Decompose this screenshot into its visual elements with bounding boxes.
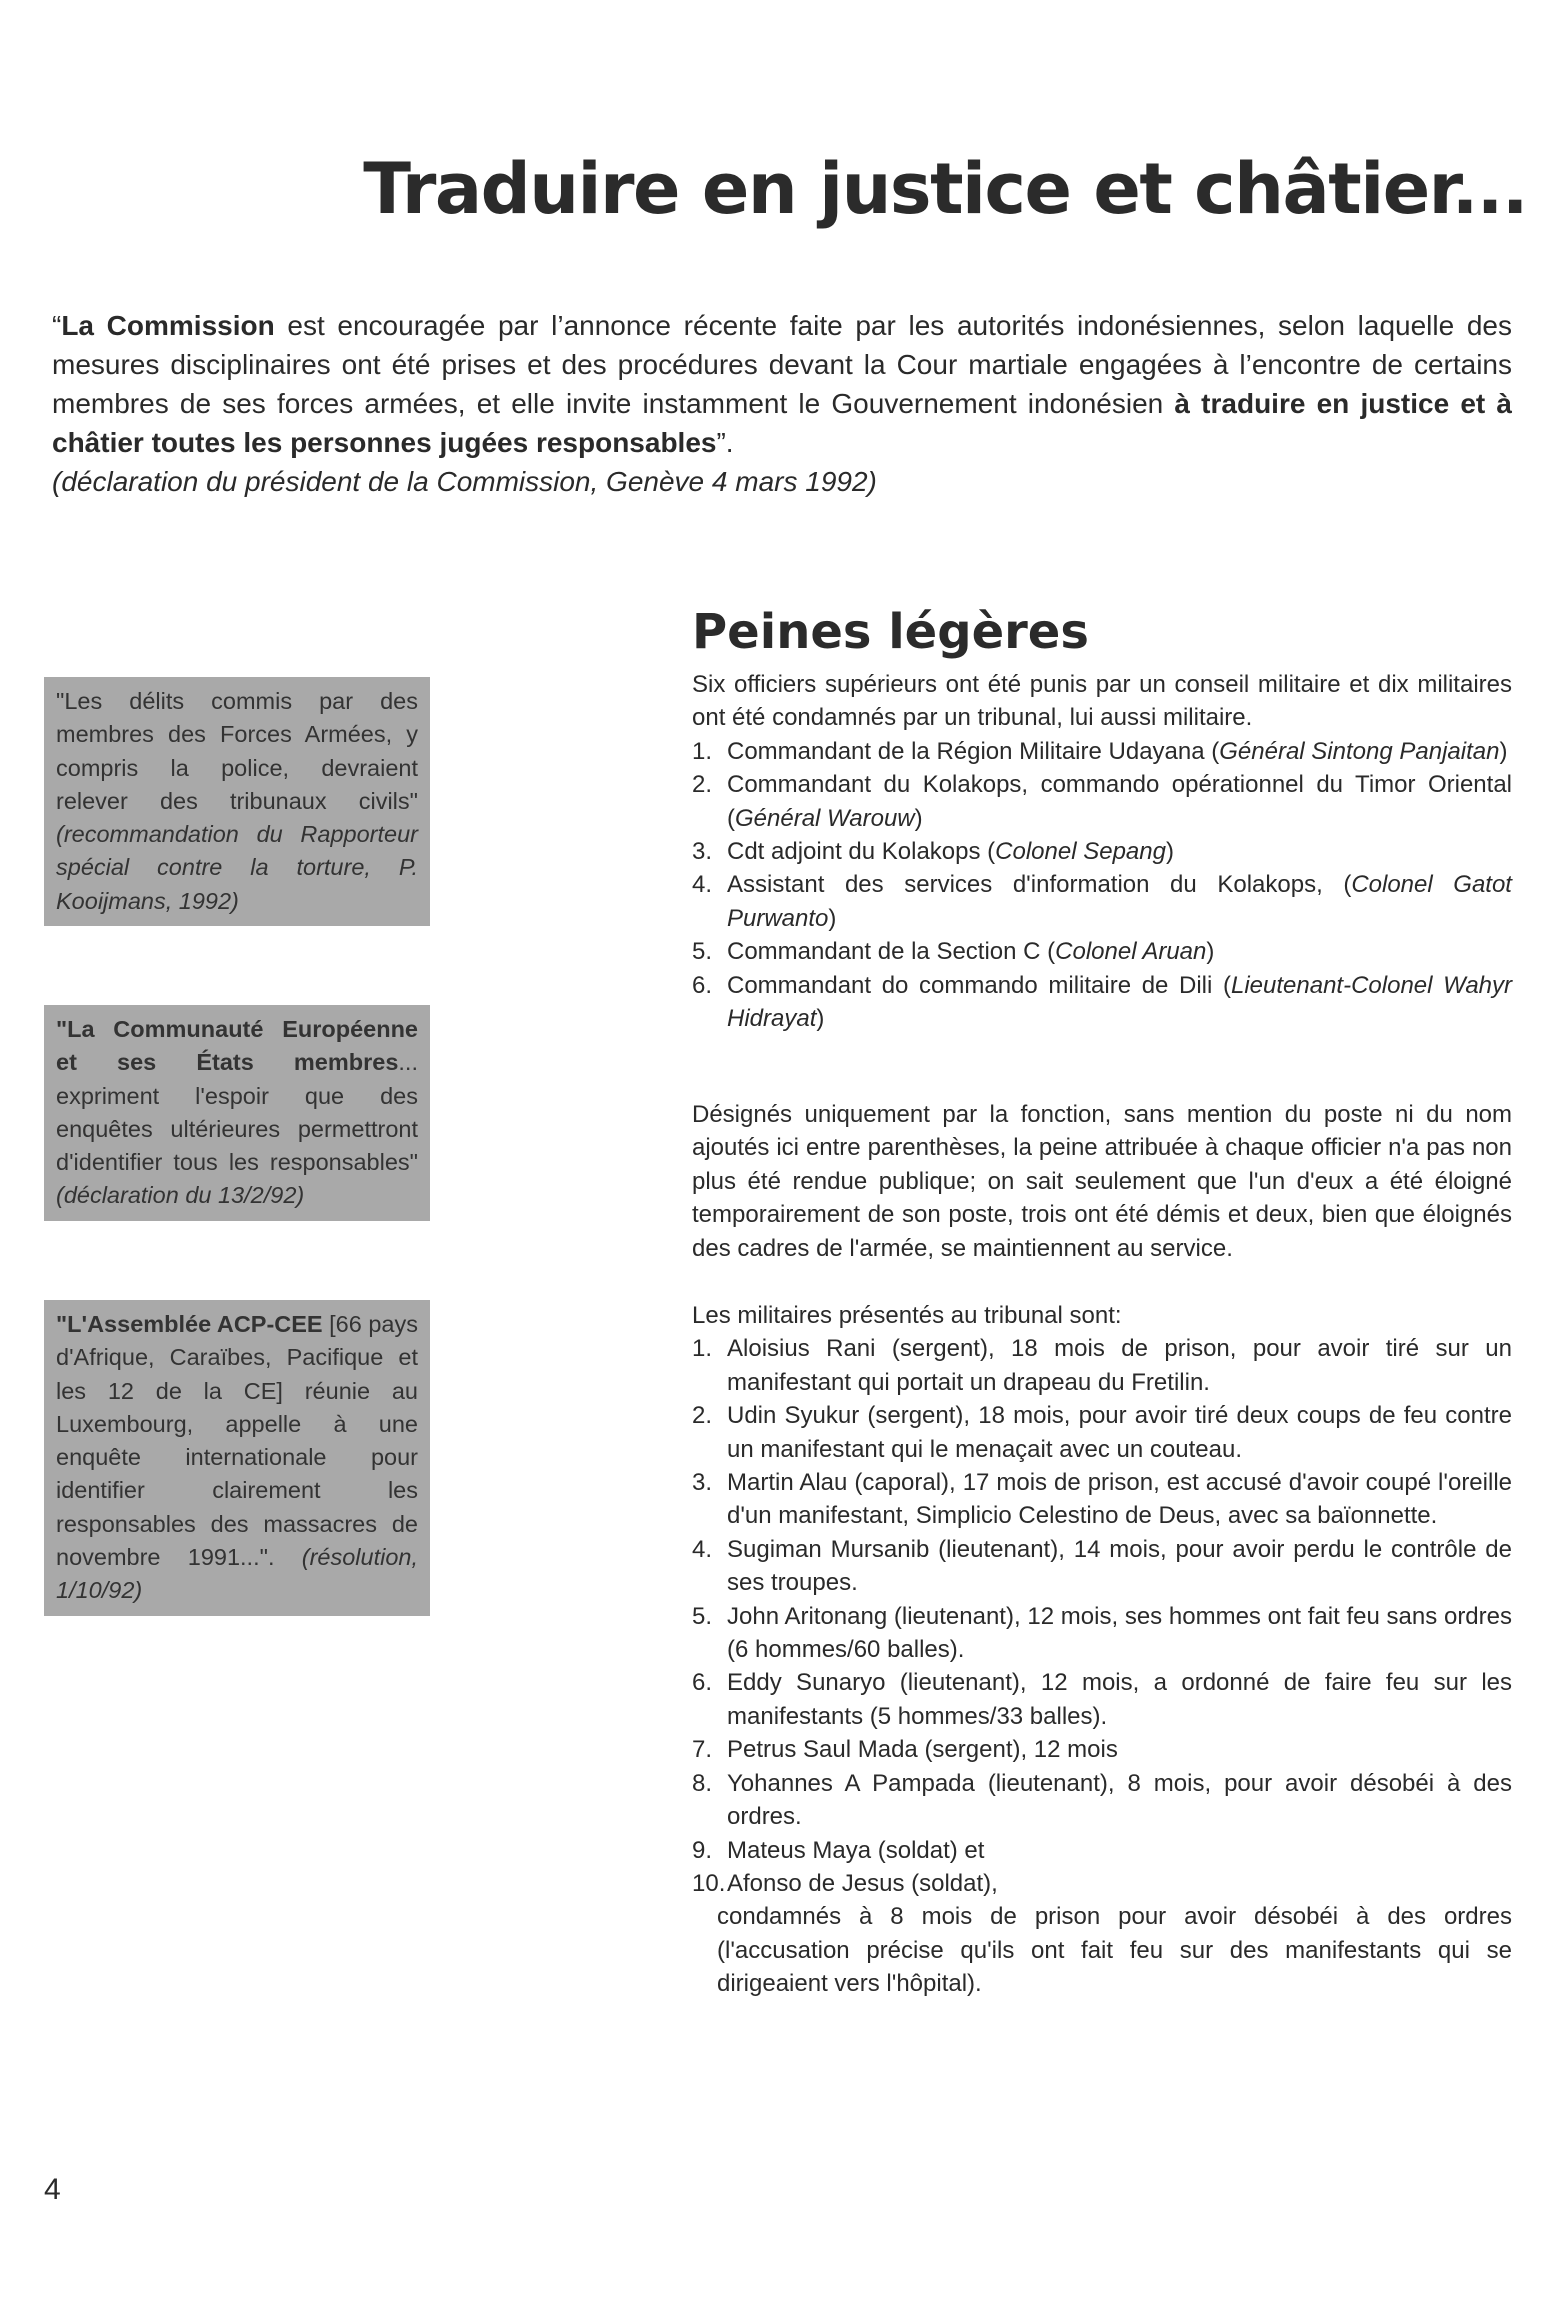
item-number: 1. [692, 737, 713, 765]
soldier-item [692, 1767, 1512, 1834]
soldier-item [692, 1666, 1512, 1733]
quote-lead: "La Communauté Européenne et ses États membres [56, 1016, 418, 1076]
soldiers-block [692, 1299, 1512, 2001]
item-number: 2. [692, 1402, 713, 1430]
soldier-item [692, 1332, 1512, 1399]
officer-role: Assistant des services d'information du Kolakops, ( [727, 871, 1352, 899]
soldier-text: Sugiman Mursanib (lieutenant), 14 mois, pour avoir perdu le contrôle de ses troupes. [727, 1535, 1512, 1597]
officer-name: Lieutenant-Colonel Wahyr Hidrayat [727, 971, 1513, 1033]
item-number: 3. [692, 1469, 713, 1497]
soldier-item [692, 1533, 1512, 1600]
item-number: 9. [692, 1836, 713, 1864]
intro-bold-demand: à traduire en justice et à châtier toutes les personnes jugées responsables [52, 388, 1512, 458]
sidebar-quote-rapporteur [44, 677, 430, 926]
quote-source: (déclaration du 13/2/92) [56, 1182, 305, 1209]
item-number: 6. [692, 971, 713, 999]
quote-text: [66 pays d'Afrique, Caraïbes, Pacifique et les 12 de la CE] réunie au Luxembourg, appelle à une enquête internationale pour identifier clairement les responsables des massacres de novembre 1991...". [56, 1311, 418, 1571]
officer-name: Colonel Sepang [995, 838, 1166, 866]
officer-role: Commandant de la Région Militaire Udayana ( [727, 737, 1220, 765]
officer-name: Général Sintong Panjaitan [1219, 737, 1500, 765]
officer-role: Commandant du Kolakops, commando opérationnel du Timor Oriental ( [727, 771, 1512, 832]
page-title: Traduire en justice et châtier... [363, 148, 1527, 230]
officer-name: Colonel Aruan [1055, 938, 1207, 966]
soldier-text: Afonso de Jesus (soldat), [727, 1869, 998, 1897]
soldiers-list [692, 1332, 1512, 1900]
quote-text: "Les délits commis par des membres des Forces Armées, y compris la police, devraient relever des tribunaux civils" [56, 688, 418, 814]
soldiers-tail: condamnés à 8 mois de prison pour avoir désobéi à des ordres (l'accusation précise qu'ils ont fait feu sur des manifestants qui se dirigeaient vers l'hôpital). [717, 1903, 1512, 1998]
item-number: 4. [692, 871, 713, 899]
intro-text: est encouragée par l’annonce récente faite par les autorités indonésiennes, selon laquelle des mesures disciplinaires ont été prises et des procédures devant la Cour martiale engagées à l’encontre de certains membres de ses forces armées, et elle invite instamment le Gouvernement indonésien [52, 310, 1513, 419]
quote-source: (résolution, 1/10/92) [56, 1544, 418, 1604]
sidebar-quote-acp-cee [44, 1300, 430, 1616]
soldiers-intro: Les militaires présentés au tribunal sont: [692, 1302, 1122, 1329]
soldier-text: John Aritonang (lieutenant), 12 mois, ses hommes ont fait feu sans ordres (6 hommes/60 balles). [727, 1602, 1512, 1664]
officer-item [692, 969, 1512, 1036]
quote-lead: "L'Assemblée ACP-CEE [56, 1311, 323, 1337]
quote-text: ... expriment l'espoir que des enquêtes ultérieures permettront d'identifier tous les responsables" [56, 1049, 418, 1176]
item-number: 5. [692, 1602, 713, 1630]
soldier-item [692, 1600, 1512, 1667]
officer-close-paren: ) [1206, 938, 1215, 966]
intro-close-quote: ”. [716, 427, 734, 458]
quote-source: (recommandation du Rapporteur spécial contre la torture, P. Kooijmans, 1992) [56, 821, 418, 914]
officer-item [692, 835, 1512, 868]
officer-close-paren: ) [1165, 838, 1174, 866]
item-number: 5. [692, 938, 713, 966]
officer-item [692, 768, 1512, 835]
soldier-item [692, 1834, 1512, 1867]
officer-close-paren: ) [828, 904, 837, 932]
section-intro: Six officiers supérieurs ont été punis par un conseil militaire et dix militaires ont été condamnés par un tribunal, lui aussi militaire. [692, 671, 1512, 732]
item-number: 8. [692, 1769, 713, 1797]
officer-close-paren: ) [914, 804, 923, 832]
section-title: Peines légères [692, 604, 1089, 660]
officer-close-paren: ) [816, 1005, 825, 1033]
officer-role: Commandant do commando militaire de Dili ( [727, 971, 1231, 999]
officer-item [692, 868, 1512, 935]
soldier-item [692, 1867, 1512, 1900]
soldier-item [692, 1733, 1512, 1766]
item-number: 6. [692, 1669, 713, 1697]
soldier-item [692, 1466, 1512, 1533]
soldier-item [692, 1399, 1512, 1466]
item-number: 7. [692, 1736, 713, 1764]
officer-close-paren: ) [1499, 737, 1508, 765]
soldier-text: Yohannes A Pampada (lieutenant), 8 mois, pour avoir désobéi à des ordres. [727, 1769, 1512, 1831]
item-number: 1. [692, 1335, 713, 1363]
soldier-text: Petrus Saul Mada (sergent), 12 mois [727, 1736, 1118, 1764]
intro-source: (déclaration du président de la Commission, Genève 4 mars 1992) [52, 466, 877, 497]
intro-open-quote: “ [52, 310, 62, 341]
officer-name: Colonel Gatot Purwanto [727, 871, 1512, 932]
soldier-text: Eddy Sunaryo (lieutenant), 12 mois, a ordonné de faire feu sur les manifestants (5 hommes/33 balles). [727, 1669, 1512, 1730]
officer-name: Général Warouw [735, 804, 915, 832]
soldier-text: Udin Syukur (sergent), 18 mois, pour avoir tiré deux coups de feu contre un manifestant qui le menaçait avec un couteau. [727, 1402, 1512, 1463]
item-number: 10. [692, 1869, 726, 1897]
officer-item [692, 735, 1512, 768]
soldier-text: Aloisius Rani (sergent), 18 mois de prison, pour avoir tiré sur un manifestant qui portait un drapeau du Fretilin. [727, 1335, 1512, 1396]
officer-role: Cdt adjoint du Kolakops ( [727, 838, 996, 866]
item-number: 3. [692, 838, 713, 866]
soldier-text: Martin Alau (caporal), 17 mois de prison, est accusé d'avoir coupé l'oreille d'un manifestant, Simplicio Celestino de Deus, avec sa baïonnette. [727, 1469, 1512, 1530]
officer-role: Commandant de la Section C ( [727, 938, 1056, 966]
soldier-text: Mateus Maya (soldat) et [727, 1836, 985, 1864]
item-number: 4. [692, 1535, 713, 1563]
item-number: 2. [692, 771, 713, 799]
officers-list [692, 735, 1512, 1036]
intro-bold-subject: La Commission [61, 310, 275, 341]
explanation-paragraph: Désignés uniquement par la fonction, sans mention du poste ni du nom ajoutés ici entre parenthèses, la peine attribuée à chaque officier n'a pas non plus été rendue publique; on sait seulement que l'un d'eux a été éloigné temporairement de son poste, trois ont été démis et deux, bien que éloignés des cadres de l'armée, se maintiennent au service. [692, 1101, 1512, 1262]
officer-item [692, 935, 1512, 968]
explanation-block [692, 1098, 1512, 1265]
intro-quote [52, 306, 1512, 501]
page-number: 4 [44, 2173, 61, 2206]
sidebar-quote-ce [44, 1005, 430, 1221]
officers-block [692, 668, 1512, 1035]
